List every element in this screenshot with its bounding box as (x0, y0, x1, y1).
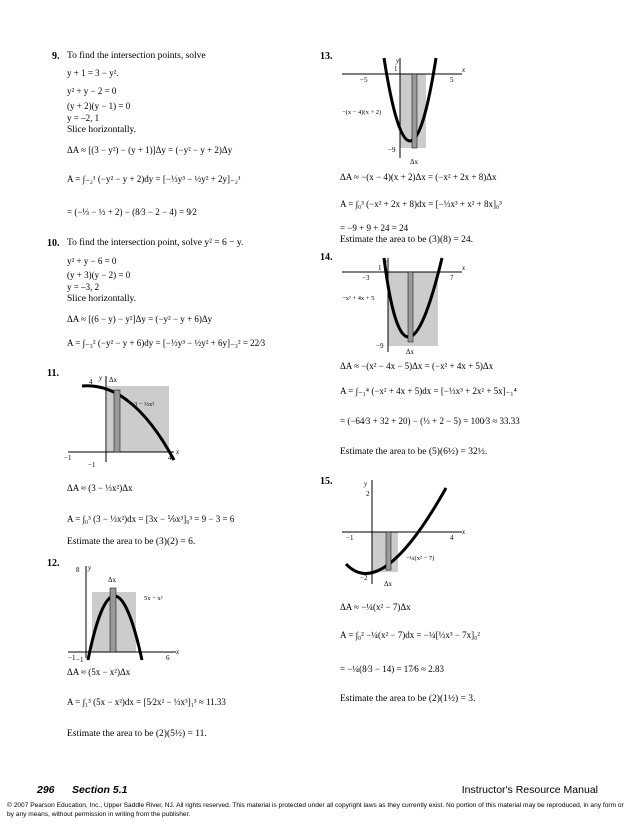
problem-text: Estimate the area to be (3)(8) = 24. (340, 235, 474, 245)
equation: A = ∫₋₃² (−y² − y + 6)dy = [−⅓y³ − ½y² + 6y]₋₃² = 22⁄3 (67, 338, 266, 348)
equation: ΔA ≈ −¼(x² − 7)Δx (340, 602, 411, 612)
problem-number: 12. (47, 558, 60, 569)
graph-label: −3 (362, 274, 370, 282)
problem-number: 14. (320, 252, 333, 263)
graph-label: 8 (76, 566, 80, 574)
graph-label: x (176, 648, 180, 656)
equation: y² + y − 6 = 0 (67, 256, 117, 266)
problem-text: To find the intersection point, solve y² = 6 − y. (67, 238, 244, 248)
graph-label: y (384, 258, 388, 266)
graph-label: Δx (410, 158, 419, 166)
equation: ΔA ≈ −(x² − 4x − 5)Δx = (−x² + 4x + 5)Δx (340, 361, 494, 371)
equation: = (−⅓ − ½ + 2) − (8⁄3 − 2 − 4) = 9⁄2 (67, 207, 197, 217)
graph-label: x (176, 448, 180, 456)
manual-title: Instructor's Resource Manual (461, 784, 598, 796)
graph-label: x (462, 528, 466, 536)
equation: y² + y − 2 = 0 (67, 86, 117, 96)
problem-number: 13. (320, 51, 333, 62)
equation: ΔA ≈ [(6 − y) − y²]Δy = (−y² − y + 6)Δy (67, 314, 213, 324)
problem-text: Estimate the area to be (5)(6½) = 32½. (340, 447, 488, 457)
problem-number: 10. (47, 238, 60, 249)
problem-number: 11. (47, 368, 59, 379)
graph-label: 5x − x² (144, 595, 163, 602)
graph-label: y (88, 564, 92, 572)
graph-label: Δx (108, 576, 117, 584)
page-footer-left (37, 784, 128, 796)
graph-label: 4 (168, 454, 172, 462)
problem-text: Estimate the area to be (2)(5½) = 11. (67, 729, 207, 739)
problem-14-graph (338, 256, 468, 356)
problem-11-graph (62, 372, 182, 468)
problem-12-graph (62, 562, 182, 662)
graph-label: y (364, 480, 368, 488)
graph-label: 6 (166, 654, 170, 662)
graph-label: Δx (406, 348, 415, 356)
graph-label: −1 (68, 654, 76, 662)
graph-label: Δx (384, 580, 393, 588)
page-number: 296 (37, 784, 55, 796)
section-title: Section 5.1 (72, 784, 128, 796)
problem-text: Slice horizontally. (67, 125, 137, 135)
problem-text: Estimate the area to be (3)(2) = 6. (67, 537, 196, 547)
graph-label: x (462, 66, 466, 74)
problem-text: Estimate the area to be (2)(1½) = 3. (340, 694, 476, 704)
graph-label: y (99, 374, 103, 382)
graph-label: −2 (360, 574, 368, 582)
equation: = −¼(8⁄3 − 14) = 17⁄6 ≈ 2.83 (340, 664, 444, 674)
graph-label: −x² + 4x + 5 (342, 295, 375, 302)
equation: A = ∫₋₂¹ (−y² − y + 2)dy = [−⅓y³ − ½y² + 2y]₋₂¹ (67, 174, 241, 184)
graph-label: 4 (89, 378, 93, 386)
graph-label: −9 (388, 146, 396, 154)
graph-label: −(x − 4)(x + 2) (342, 109, 382, 116)
graph-label: −1 (346, 534, 354, 542)
graph-label: y (396, 57, 400, 65)
graph-label: 2 (366, 490, 370, 498)
equation: ΔA ≈ (5x − x²)Δx (67, 667, 131, 677)
problem-15-graph (338, 478, 468, 588)
graph-label: −¼(x² − 7) (406, 555, 435, 562)
equation: = −9 + 9 + 24 = 24 (340, 223, 409, 233)
equation: = (−64⁄3 + 32 + 20) − (⅓ + 2 − 5) = 100⁄3 ≈ 33.33 (340, 416, 520, 426)
graph-label: 7 (450, 274, 454, 282)
equation: A = ∫₀² −¼(x² − 7)dx = −¼[⅓x³ − 7x]₀² (340, 630, 480, 640)
graph-label: −9 (376, 342, 384, 350)
problem-13-graph (338, 54, 468, 166)
copyright-notice: © 2007 Pearson Education, Inc., Upper Saddle River, NJ. All rights reserved. This material is protected under all copyright laws as they currently exist. No portion of this material may be reproduced, in any form or by any means, without permission in writing from the publisher. (7, 802, 624, 818)
graph-label: −1 (76, 656, 84, 662)
problem-number: 9. (52, 51, 60, 62)
graph-label: Δx (109, 376, 118, 384)
graph-label: x (462, 264, 466, 272)
equation: y = –2, 1 (67, 113, 100, 123)
graph-label: 1 (378, 264, 382, 272)
problem-number: 15. (320, 476, 333, 487)
equation: A = ∫₀³ (−x² + 2x + 8)dx = [−⅓x³ + x² + 8x]₀³ (340, 199, 502, 209)
graph-label: 4 (450, 534, 454, 542)
equation: y = –3, 2 (67, 282, 100, 292)
problem-text: To find the intersection points, solve (67, 51, 206, 61)
equation: ΔA ≈ −(x − 4)(x + 2)Δx = (−x² + 2x + 8)Δx (340, 172, 497, 182)
graph-label: 1 (394, 65, 398, 73)
equation: A = ∫₀³ (3 − ⅓x²)dx = [3x − ⅑x³]₀³ = 9 − 3 = 6 (67, 514, 235, 524)
equation: y + 1 = 3 − y². (67, 68, 119, 78)
graph-label: 5 (450, 76, 454, 84)
graph-label: −5 (360, 76, 368, 84)
graph-label: −1 (64, 454, 72, 462)
equation: (y + 2)(y − 1) = 0 (67, 101, 131, 111)
graph-label: −1 (88, 461, 96, 468)
equation: ΔA ≈ [(3 − y²) − (y + 1)]Δy = (−y² − y + 2)Δy (67, 145, 233, 155)
equation: A = ∫₁³ (5x − x²)dx = [5⁄2x² − ⅓x³]₁³ ≈ 11.33 (67, 697, 226, 707)
equation: A = ∫₋₁⁴ (−x² + 4x + 5)dx = [−⅓x³ + 2x² + 5x]₋₁⁴ (340, 386, 517, 396)
equation: ΔA ≈ (3 − ⅓x²)Δx (67, 483, 133, 493)
graph-label: 3 − ⅓x² (134, 401, 155, 408)
equation: (y + 3)(y − 2) = 0 (67, 270, 131, 280)
problem-text: Slice horizontally. (67, 294, 137, 304)
